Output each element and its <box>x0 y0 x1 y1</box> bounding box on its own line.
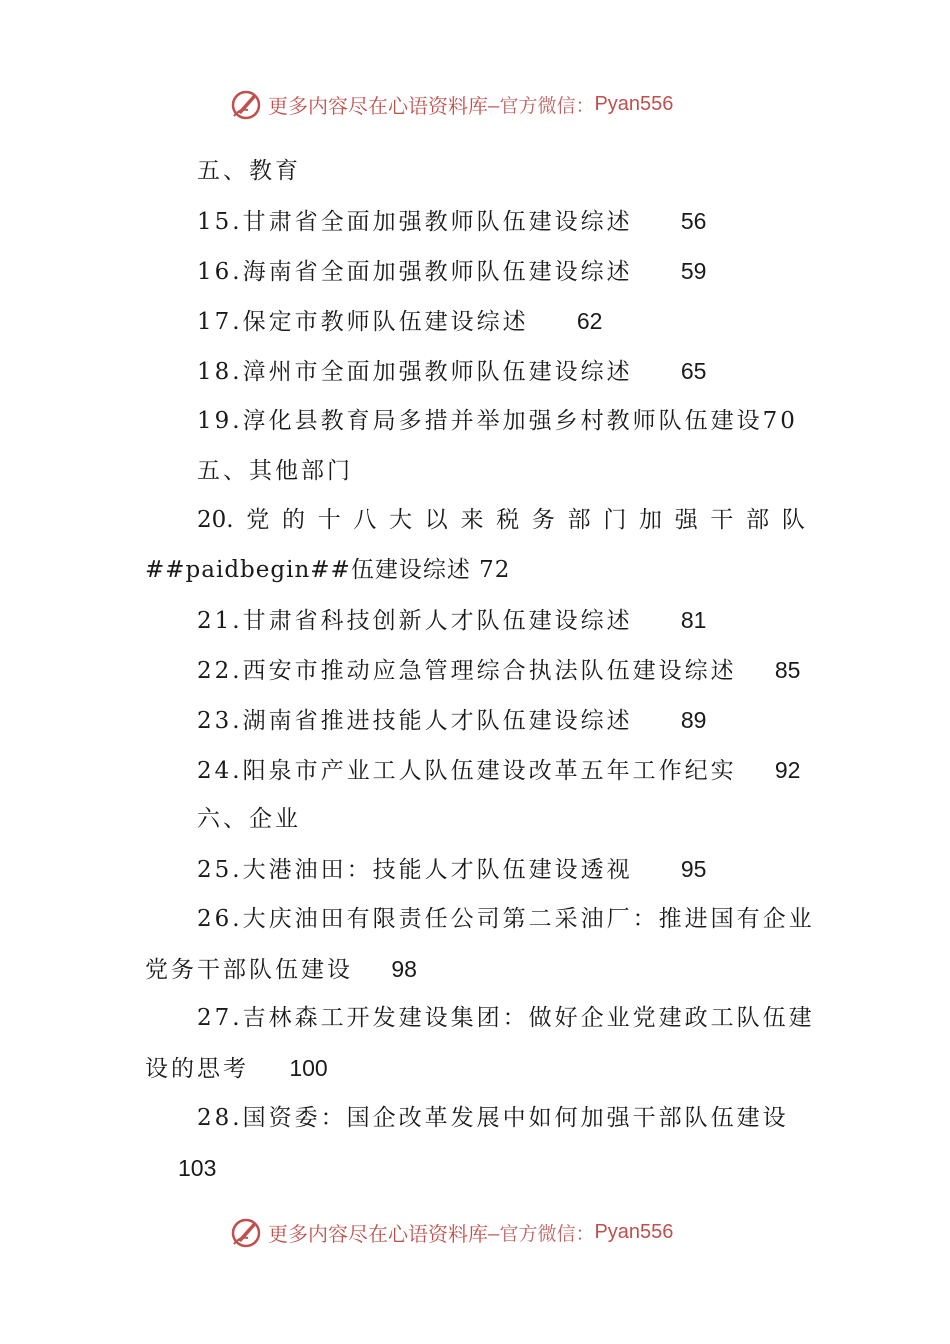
toc-title: 15.甘肃省全面加强教师队伍建设综述 <box>197 209 633 235</box>
section-heading-other-departments: 五、其他部门 <box>197 458 353 484</box>
toc-entry-28-line1: 28.国资委：国企改革发展中如何加强干部队伍建设 <box>197 1105 789 1131</box>
toc-page: 92 <box>774 757 801 783</box>
toc-title: 16.海南省全面加强教师队伍建设综述 <box>197 259 633 285</box>
banner-text: 更多内容尽在心语资料库 <box>268 1221 488 1246</box>
toc-entry-27-line1: 27.吉林森工开发建设集团：做好企业党建政工队伍建 <box>197 1005 815 1031</box>
banner-text: 更多内容尽在心语资料库 <box>268 93 488 118</box>
footer-watermark <box>228 1212 673 1252</box>
toc-entry-26-line2 <box>145 954 417 985</box>
toc-page: 56 <box>680 208 707 234</box>
toc-entry-26-line1: 26.大庆油田有限责任公司第二采油厂：推进国有企业 <box>197 906 815 932</box>
toc-page: 62 <box>576 308 603 334</box>
pen-logo-icon <box>228 1214 264 1250</box>
section-heading-education: 五、教育 <box>197 158 301 184</box>
toc-title: 23.湖南省推进技能人才队伍建设综述 <box>197 708 633 734</box>
toc-page: 59 <box>680 258 707 284</box>
toc-title: 21.甘肃省科技创新人才队伍建设综述 <box>197 608 633 634</box>
toc-entry-27-line2 <box>145 1053 328 1084</box>
toc-page: 81 <box>680 607 707 633</box>
toc-title: 18.漳州市全面加强教师队伍建设综述 <box>197 359 633 385</box>
toc-entry-17 <box>197 306 602 337</box>
toc-entry-22 <box>197 655 800 686</box>
toc-page: 98 <box>391 956 417 982</box>
toc-title: 24.阳泉市产业工人队伍建设改革五年工作纪实 <box>197 758 737 784</box>
toc-entry-21 <box>197 605 706 636</box>
banner-wechat-id: Pyan556 <box>594 1220 674 1243</box>
toc-entry-18 <box>197 356 706 387</box>
toc-title: 设的思考 <box>145 1056 249 1082</box>
toc-title: 25.大港油田：技能人才队伍建设透视 <box>197 857 633 883</box>
toc-page: 89 <box>680 707 707 733</box>
toc-entry-19: 19.淳化县教育局多措并举加强乡村教师队伍建设70 <box>197 408 798 434</box>
banner-wechat-id: Pyan556 <box>594 92 674 115</box>
toc-entry-24 <box>197 755 800 786</box>
toc-entry-28-page: 103 <box>178 1155 217 1181</box>
toc-title: 17.保定市教师队伍建设综述 <box>197 309 529 335</box>
section-heading-enterprise: 六、企业 <box>197 806 301 832</box>
toc-page: 100 <box>289 1055 328 1081</box>
toc-entry-15 <box>197 206 706 237</box>
toc-title: 22.西安市推动应急管理综合执法队伍建设综述 <box>197 658 737 684</box>
pen-logo-icon <box>228 86 264 122</box>
toc-entry-20-line1: 20. 党 的 十 八 大 以 来 税 务 部 门 加 强 干 部 队 <box>197 507 805 533</box>
banner-wechat-label: —官方微信： <box>488 94 595 117</box>
toc-page: 65 <box>680 358 707 384</box>
toc-entry-16 <box>197 256 706 287</box>
toc-page: 95 <box>680 856 707 882</box>
toc-entry-20-line2: ##paidbegin##伍建设综述 72 <box>145 557 511 583</box>
header-watermark <box>228 84 673 124</box>
toc-entry-25 <box>197 854 706 885</box>
toc-entry-23 <box>197 705 706 736</box>
banner-wechat-label: —官方微信： <box>488 1222 595 1245</box>
toc-page: 85 <box>774 657 801 683</box>
toc-title: 党务干部队伍建设 <box>145 957 353 983</box>
